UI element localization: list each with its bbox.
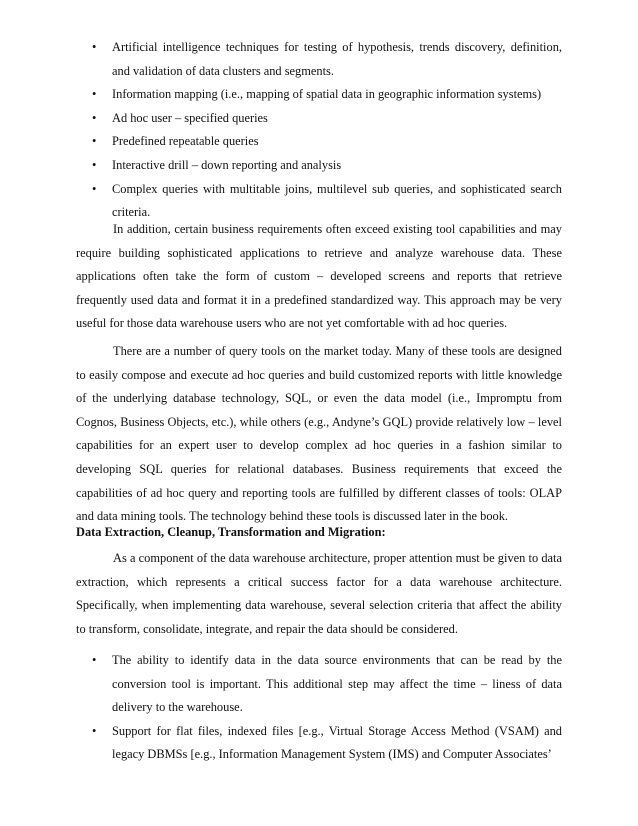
bullet-icon: • <box>92 181 97 196</box>
list-item-text: Ad hoc user – specified queries <box>112 110 268 125</box>
list-item-text: Information mapping (i.e., mapping of spatial data in geographic information systems) <box>112 87 542 102</box>
bullet-icon: • <box>92 157 97 172</box>
paragraph-query-tools: There are a number of query tools on the market today. Many of these tools are designed to easily compose and execute ad hoc queries and build customized reports with little knowledge of the underlying database technology, SQL, or even the data model (i.e., Impromptu from Cognos, Business Objects, etc.), while others (e.g., Andyne’s GQL) provide relatively low – level capabilities for an expert user to develop complex ad hoc queries in a fashion similar to developing SQL queries for relational databases. Business requirements that exceed the capabilities of ad hoc query and reporting tools are fulfilled by different classes of tools: OLAP and data mining tools. The technology behind these tools is discussed later in the book. <box>76 344 562 524</box>
bullet-icon: • <box>92 653 97 667</box>
list-item <box>76 83 562 107</box>
list-item <box>76 720 562 767</box>
bullet-icon: • <box>92 40 97 54</box>
list-item-text: Complex queries with multitable joins, multilevel sub queries, and sophisticated search criteria. <box>112 181 562 220</box>
list-item <box>76 154 562 178</box>
bullet-list-bottom <box>76 649 562 767</box>
paragraph-custom-applications: In addition, certain business requirements often exceed existing tool capabilities and may require building sophisticated applications to retrieve and analyze warehouse data. These applications often take the form of custom – developed screens and reports that retrieve frequently used data and format it in a predefined standardized way. This approach may be very useful for those data warehouse users who are not yet comfortable with ad hoc queries. <box>76 222 562 331</box>
list-item <box>76 36 562 83</box>
paragraph-data-extraction: As a component of the data warehouse architecture, proper attention must be given to data extraction, which represents a critical success factor for a data warehouse architecture. Specifically, when implementing data warehouse, several selection criteria that affect the ability to transform, consolidate, integrate, and repair the data should be considered. <box>76 551 562 636</box>
bullet-icon: • <box>92 87 97 102</box>
bullet-icon: • <box>92 723 97 738</box>
list-item-text: The ability to identify data in the data source environments that can be read by the conversion tool is important. This additional step may affect the time – liness of data delivery to the warehouse. <box>112 653 562 715</box>
bullet-icon: • <box>92 110 97 125</box>
bullet-icon: • <box>92 134 97 149</box>
bullet-list-top <box>76 36 562 225</box>
list-item-text: Predefined repeatable queries <box>112 134 259 149</box>
list-item-text: Support for flat files, indexed files [e.g., Virtual Storage Access Method (VSAM) and legacy DBMSs [e.g., Information Management System (IMS) and Computer Associates’ <box>112 723 562 762</box>
section-heading: Data Extraction, Cleanup, Transformation and Migration: <box>76 525 386 539</box>
list-item <box>76 130 562 154</box>
list-item <box>76 649 562 720</box>
list-item-text: Artificial intelligence techniques for testing of hypothesis, trends discovery, definition, and validation of data clusters and segments. <box>112 40 562 78</box>
list-item-text: Interactive drill – down reporting and analysis <box>112 157 342 172</box>
list-item <box>76 107 562 131</box>
